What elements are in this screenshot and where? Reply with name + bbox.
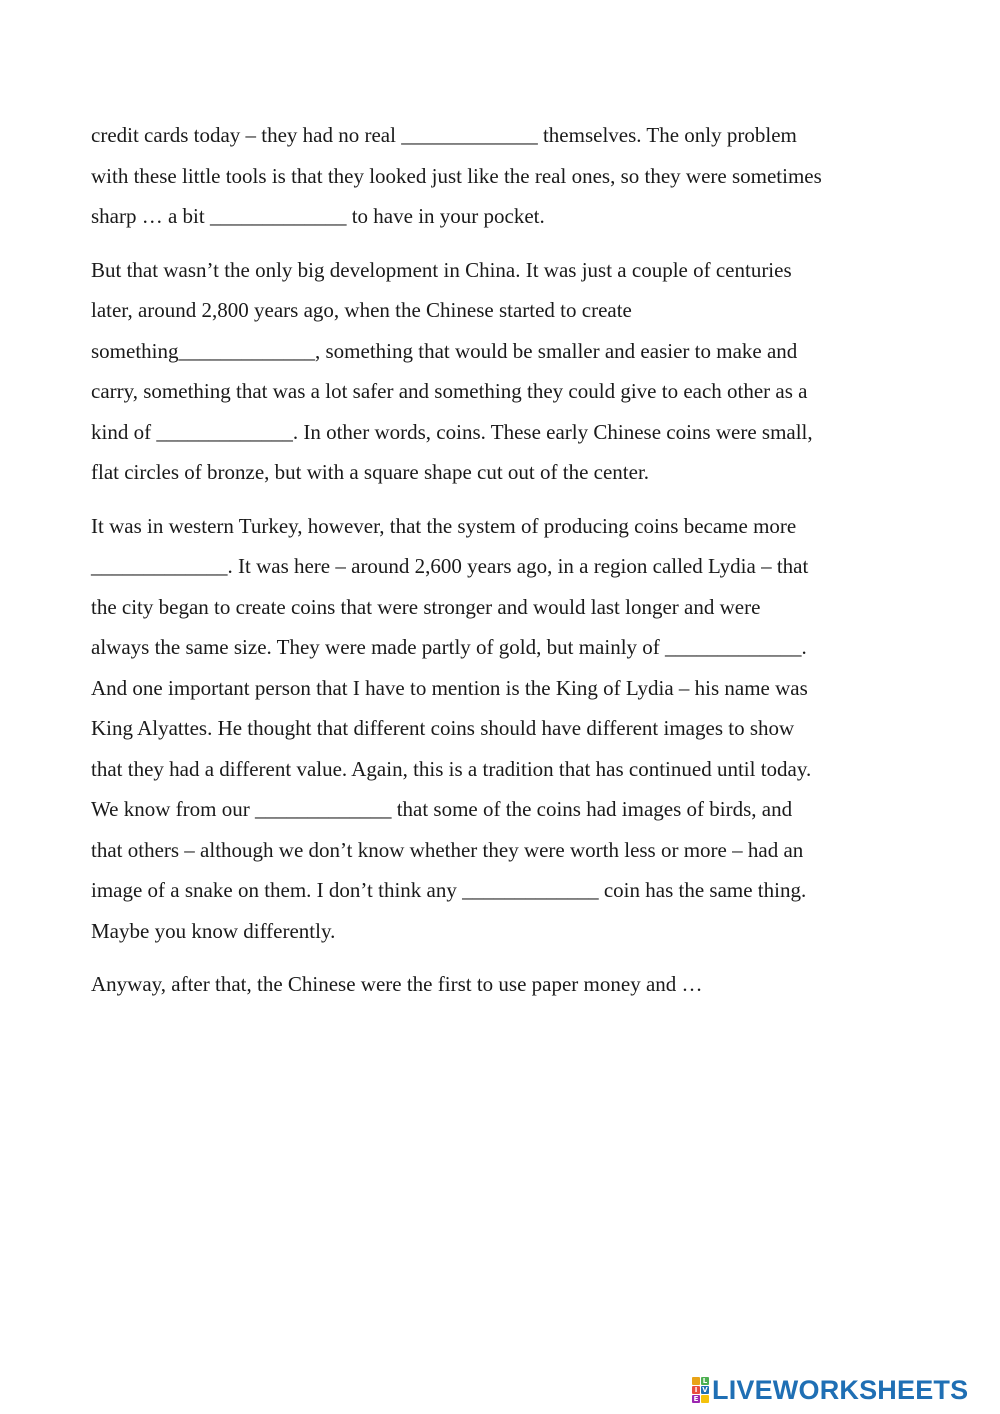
- paragraph-3: [91, 506, 921, 952]
- text-line: sharp … a bit _____________ to have in your pocket.: [91, 204, 545, 228]
- logo-text: LIVEWORKSHEETS: [712, 1374, 969, 1405]
- logo-mark-cell: [701, 1395, 709, 1403]
- text-line: image of a snake on them. I don’t think any _____________ coin has the same thing.: [91, 878, 807, 902]
- text-line: something_____________, something that would be smaller and easier to make and: [91, 338, 798, 363]
- text-line: that others – although we don’t know whether they were worth less or more – had an: [91, 837, 804, 862]
- logo-mark-cell: E: [693, 1395, 699, 1403]
- logo-mark-cell: I: [692, 1386, 700, 1394]
- text-line: with these little tools is that they looked just like the real ones, so they were sometimes: [91, 163, 822, 188]
- text-line: Maybe you know differently.: [91, 918, 336, 943]
- text-line: It was in western Turkey, however, that the system of producing coins became more: [91, 513, 797, 538]
- worksheet-text: [91, 115, 921, 1018]
- logo-mark-cell: V: [702, 1386, 708, 1394]
- logo-mark-icon: [692, 1377, 709, 1403]
- text-line: carry, something that was a lot safer and something they could give to each other as a: [91, 379, 808, 403]
- text-line: the city began to create coins that were stronger and would last longer and were: [91, 594, 761, 619]
- text-line: always the same size. They were made partly of gold, but mainly of _____________.: [91, 635, 807, 659]
- logo-mark-cell: [692, 1377, 700, 1385]
- text-line: kind of _____________. In other words, coins. These early Chinese coins were small,: [91, 419, 813, 444]
- paragraph-1: [91, 115, 921, 237]
- text-line: later, around 2,800 years ago, when the Chinese started to create: [91, 298, 632, 322]
- text-line: King Alyattes. He thought that different coins should have different images to show: [91, 716, 795, 740]
- text-line: And one important person that I have to mention is the King of Lydia – his name was: [91, 675, 808, 700]
- text-line: _____________. It was here – around 2,600 years ago, in a region called Lydia – that: [91, 554, 809, 578]
- text-line: But that wasn’t the only big development in China. It was just a couple of centuries: [91, 257, 792, 282]
- text-line: Anyway, after that, the Chinese were the first to use paper money and …: [91, 972, 703, 996]
- liveworksheets-logo: [692, 1376, 968, 1404]
- text-line: flat circles of bronze, but with a square shape cut out of the center.: [91, 460, 650, 484]
- logo-mark-cell: L: [702, 1377, 708, 1385]
- text-line: credit cards today – they had no real _____________ themselves. The only problem: [91, 123, 797, 147]
- text-line: We know from our _____________ that some of the coins had images of birds, and: [91, 797, 793, 821]
- paragraph-4: [91, 964, 921, 1005]
- text-line: that they had a different value. Again, this is a tradition that has continued until today.: [91, 756, 812, 781]
- paragraph-2: [91, 250, 921, 493]
